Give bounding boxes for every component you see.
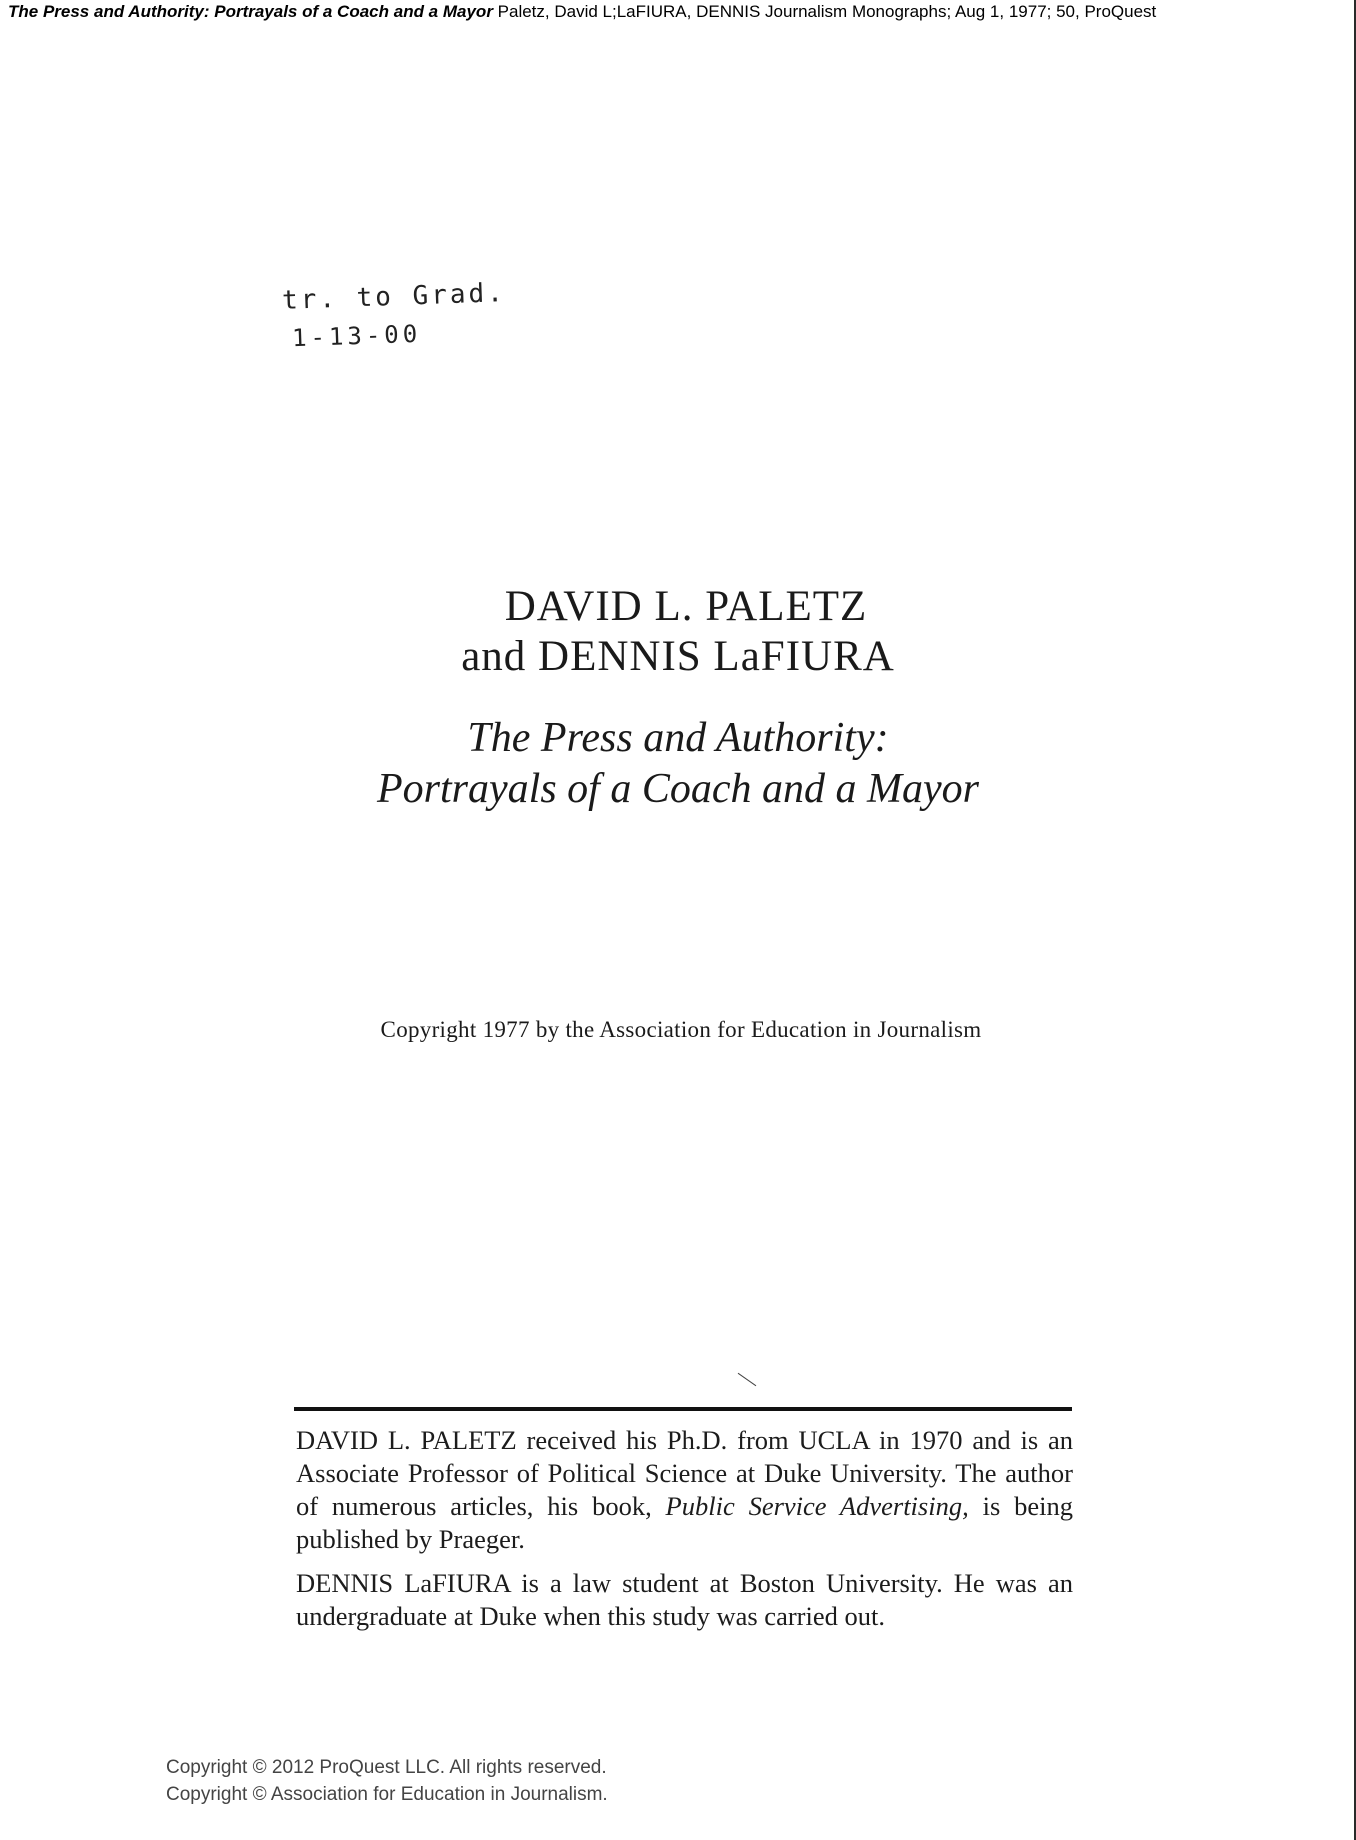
header-citation: Paletz, David L;LaFIURA, DENNIS Journalism Monographs; Aug 1, 1977; 50, ProQuest — [492, 2, 1157, 21]
citation-header — [8, 2, 1156, 22]
footer-line-2: Copyright © Association for Education in Journalism. — [166, 1784, 608, 1805]
header-title: The Press and Authority: Portrayals of a Coach and a Mayor — [8, 2, 493, 21]
proquest-footer — [166, 1754, 608, 1808]
bio-paletz-text-end: is being published by Praeger. — [296, 1491, 1073, 1554]
author-line-2: and DENNIS LaFIURA — [461, 633, 895, 680]
bio-paletz-book: Public Service Advertising, — [665, 1491, 969, 1521]
bio-paletz-text: DAVID L. PALETZ received his Ph.D. from UCLA in 1970 and is an Associate Professor of Political Science at Duke University. The author of numerous articles, his book, — [296, 1425, 1073, 1521]
bio-lafiura: DENNIS LaFIURA is a law student at Boston University. He was an undergraduate at Duke when this study was carried out. — [296, 1568, 1073, 1631]
footer-line-1: Copyright © 2012 ProQuest LLC. All rights reserved. — [166, 1757, 607, 1778]
copyright-1977: Copyright 1977 by the Association for Education in Journalism — [380, 1017, 982, 1042]
author-line-1: DAVID L. PALETZ — [504, 583, 868, 630]
bio-paletz — [296, 1424, 1073, 1556]
title-line-1: The Press and Authority: — [467, 715, 889, 761]
stray-mark — [738, 1373, 757, 1386]
handwritten-note-line1: tr. to Grad. — [281, 278, 507, 316]
title-line-2: Portrayals of a Coach and a Mayor — [377, 766, 979, 812]
handwritten-note-line2: 1-13-00 — [291, 319, 422, 353]
separator-rule — [294, 1407, 1072, 1411]
